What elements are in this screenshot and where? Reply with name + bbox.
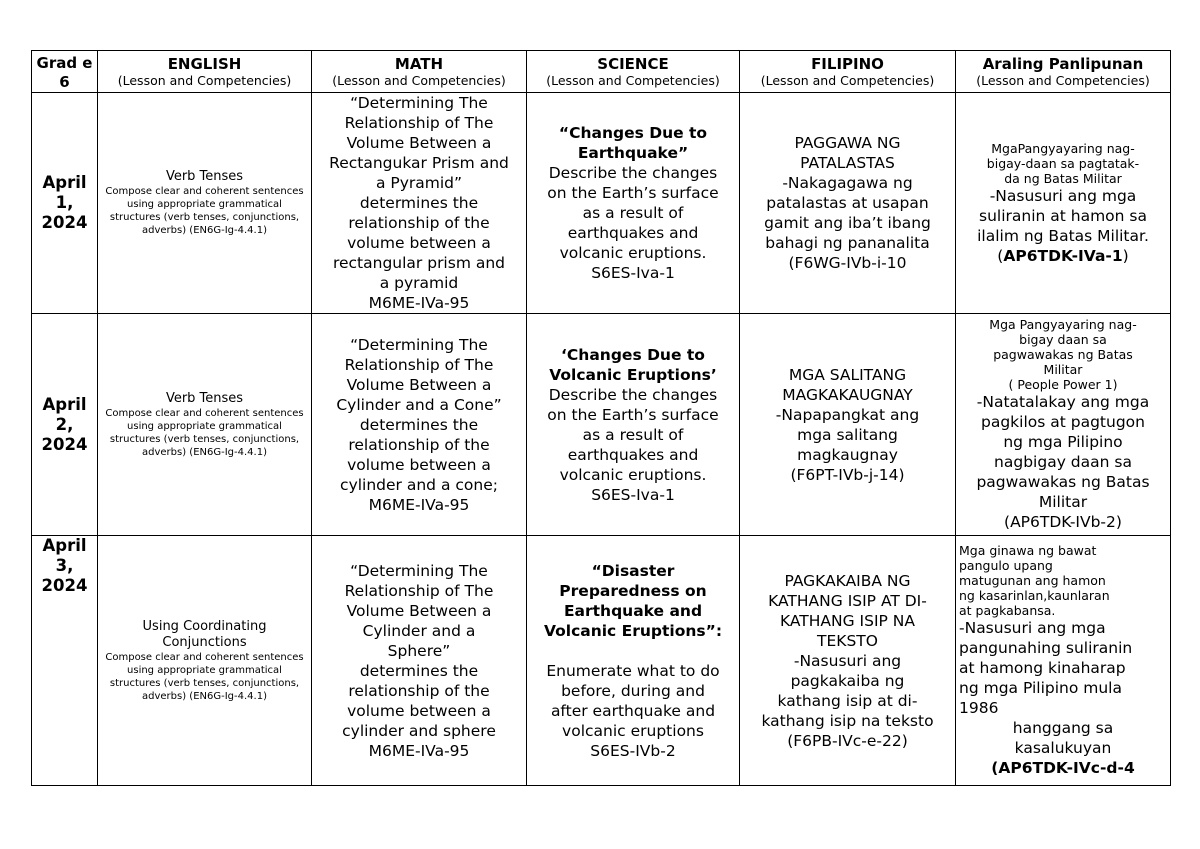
ap-cell: MgaPangyayaring nag- bigay-daan sa pagtatak- da ng Batas Militar -Nasusuri ang mga suliranin at hamon sa ilalim ng Batas Militar. (AP6TDK-IVa-1)	[956, 93, 1171, 314]
english-cell: Using Coordinating Conjunctions Compose clear and coherent sentences using appropriate grammatical structures (verb tenses, conjunctions, adverbs) (EN6G-Ig-4.4.1)	[98, 536, 312, 786]
math-header: MATH (Lesson and Competencies)	[312, 51, 527, 93]
science-cell: “Disaster Preparedness on Earthquake and Volcanic Eruptions”: Enumerate what to do before, during and after earthquake and volcanic eruptions S6ES-IVb-2	[527, 536, 740, 786]
ap-cell: Mga ginawa ng bawat pangulo upang matugunan ang hamon ng kasarinlan,kaunlaran at pagkabansa. -Nasusuri ang mga pangunahing suliranin at hamong kinaharap ng mga Pilipino mula 1986 hanggang sa kasalukuyan (AP6TDK-IVc-d-4	[956, 536, 1171, 786]
science-cell: ‘Changes Due to Volcanic Eruptions’ Describe the changes on the Earth’s surface as a result of earthquakes and volcanic eruptions. S6ES-Iva-1	[527, 314, 740, 536]
table-row	[32, 536, 1171, 786]
ap-header: Araling Panlipunan (Lesson and Competencies)	[956, 51, 1171, 93]
science-header: SCIENCE (Lesson and Competencies)	[527, 51, 740, 93]
math-cell: “Determining The Relationship of The Volume Between a Cylinder and a Sphere” determines the relationship of the volume between a cylinder and sphere M6ME-IVa-95	[312, 536, 527, 786]
ap-cell: Mga Pangyayaring nag- bigay daan sa pagwawakas ng Batas Militar ( People Power 1) -Natatalakay ang mga pagkilos at pagtugon ng mga Pilipino nagbigay daan sa pagwawakas ng Batas Militar (AP6TDK-IVb-2)	[956, 314, 1171, 536]
filipino-header: FILIPINO (Lesson and Competencies)	[740, 51, 956, 93]
science-cell: “Changes Due to Earthquake” Describe the changes on the Earth’s surface as a result of earthquakes and volcanic eruptions. S6ES-Iva-1	[527, 93, 740, 314]
english-header: ENGLISH (Lesson and Competencies)	[98, 51, 312, 93]
filipino-cell: MGA SALITANG MAGKAKAUGNAY -Napapangkat ang mga salitang magkaugnay (F6PT-IVb-j-14)	[740, 314, 956, 536]
math-cell: “Determining The Relationship of The Volume Between a Rectangukar Prism and a Pyramid” determines the relationship of the volume between a rectangular prism and a pyramid M6ME-IVa-95	[312, 93, 527, 314]
date-cell: April 3, 2024	[32, 536, 98, 786]
header-row	[32, 51, 1171, 93]
filipino-cell: PAGGAWA NG PATALASTAS -Nakagagawa ng patalastas at usapan gamit ang iba’t ibang bahagi ng pananalita (F6WG-IVb-i-10	[740, 93, 956, 314]
grade-header: Grad e 6	[32, 51, 98, 93]
math-cell: “Determining The Relationship of The Volume Between a Cylinder and a Cone” determines the relationship of the volume between a cylinder and a cone; M6ME-IVa-95	[312, 314, 527, 536]
table-row	[32, 93, 1171, 314]
filipino-cell: PAGKAKAIBA NG KATHANG ISIP AT DI- KATHANG ISIP NA TEKSTO -Nasusuri ang pagkakaiba ng kathang isip at di- kathang isip na teksto (F6PB-IVc-e-22)	[740, 536, 956, 786]
date-cell: April 2, 2024	[32, 314, 98, 536]
date-cell: April 1, 2024	[32, 93, 98, 314]
english-cell: Verb Tenses Compose clear and coherent sentences using appropriate grammatical structures (verb tenses, conjunctions, adverbs) (EN6G-Ig-4.4.1)	[98, 93, 312, 314]
lesson-schedule-table	[31, 50, 1171, 786]
table-row	[32, 314, 1171, 536]
english-cell: Verb Tenses Compose clear and coherent sentences using appropriate grammatical structures (verb tenses, conjunctions, adverbs) (EN6G-Ig-4.4.1)	[98, 314, 312, 536]
